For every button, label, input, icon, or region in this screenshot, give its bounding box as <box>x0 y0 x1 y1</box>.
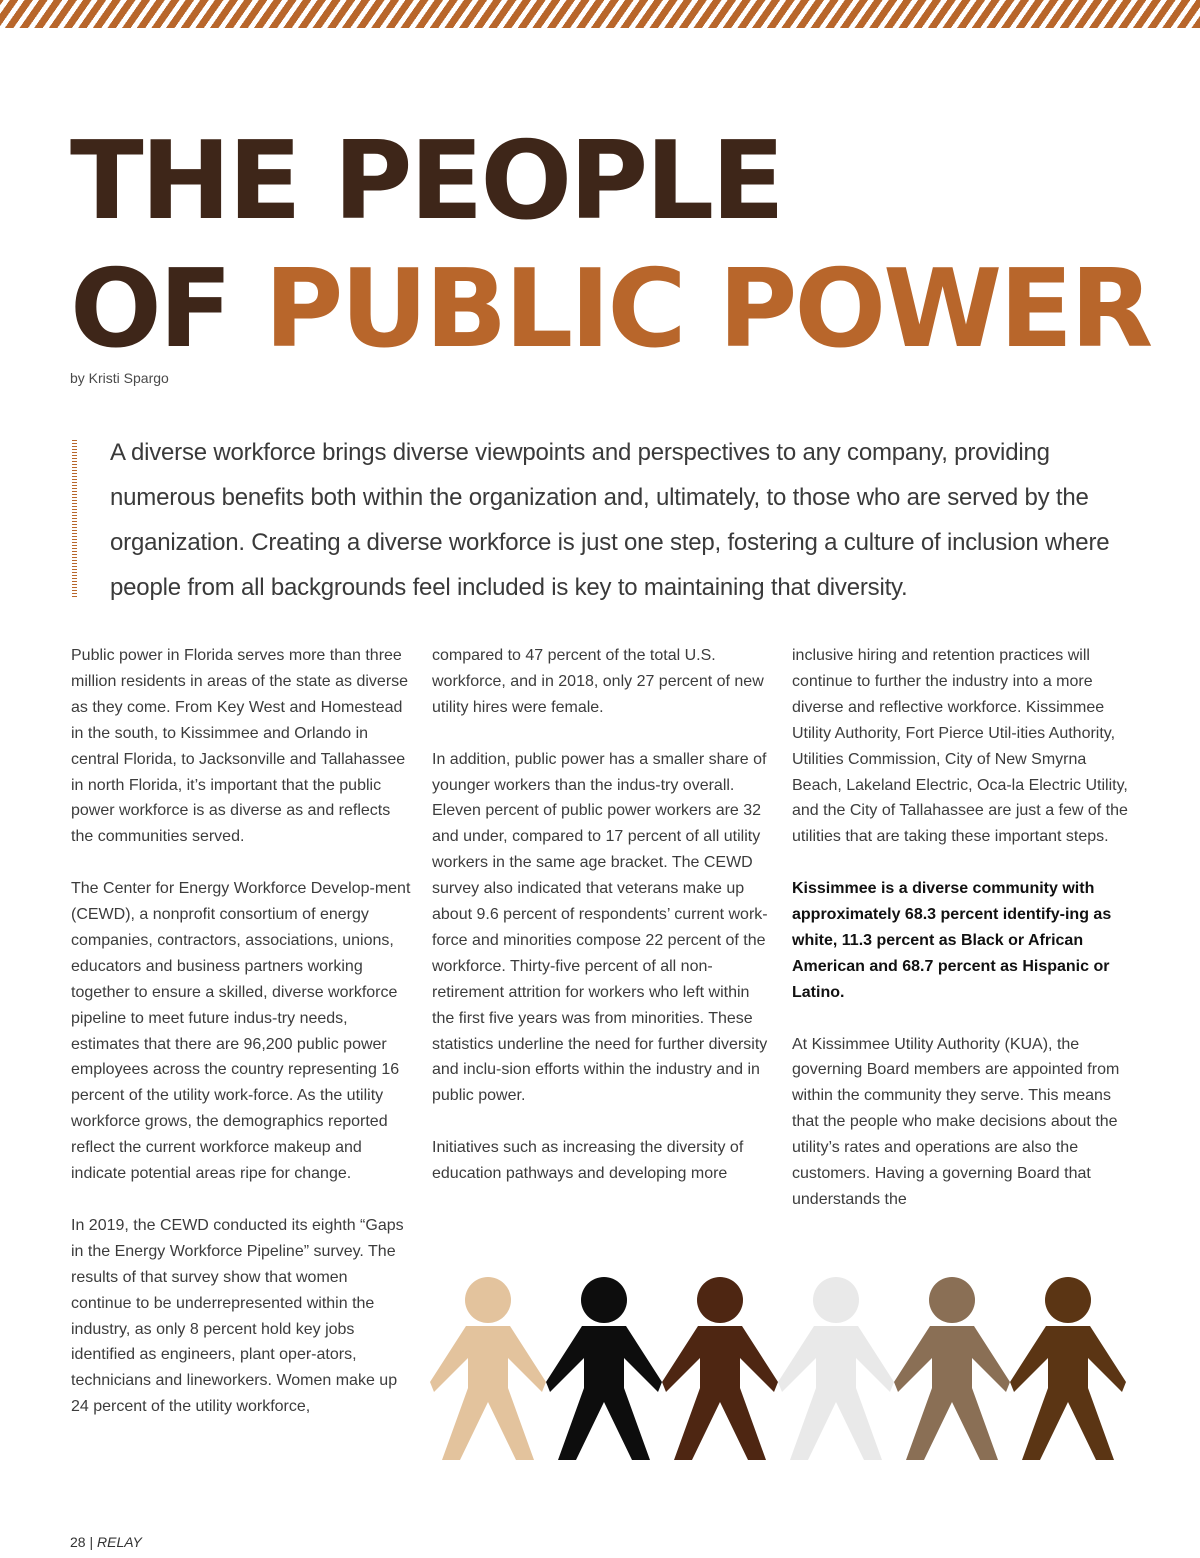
article-column-2 <box>432 643 772 1213</box>
paper-chain-people-illustration <box>430 1270 1130 1470</box>
page-number: 28 <box>70 1534 86 1550</box>
callout-paragraph: Kissimmee is a diverse community with approximately 68.3 percent identify-ing as white, 11.3 percent as Black or African American and 68.7 percent as Hispanic or Latino. <box>792 880 1112 1001</box>
paragraph: In 2019, the CEWD conducted its eighth “Gaps in the Energy Workforce Pipeline” survey. The results of that survey show that women continue to be underrepresented within the industry, as only 8 percent hold key jobs identified as engineers, plant oper-ators, technicians and lineworkers. Women make up 24 percent of the utility workforce, <box>71 1216 404 1416</box>
person-figure-icon <box>546 1277 662 1460</box>
title-line-2-accent: PUBLIC POWER <box>264 247 1151 372</box>
article-column-3 <box>792 643 1132 1239</box>
paragraph: compared to 47 percent of the total U.S. workforce, and in 2018, only 27 percent of new utility hires were female. <box>432 647 764 716</box>
paragraph: inclusive hiring and retention practices will continue to further the industry into a more diverse and reflective workforce. Kissimmee Utility Authority, Fort Pierce Util-ities Authority, Utilities Commission, City of New Smyrna Beach, Lakeland Electric, Oca-la Electric Utility, and the City of Tallahassee are just a few of the utilities that are taking these important steps. <box>792 647 1128 846</box>
paragraph: Public power in Florida serves more than three million residents in areas of the state as diverse as they come. From Key West and Homestead in the south, to Kissimmee and Orlando in central Florida, to Jacksonville and Tallahassee in north Florida, it’s important that the public power workforce is as diverse as and reflects the communities served. <box>71 647 409 846</box>
paragraph: In addition, public power has a smaller share of younger workers than the indus-try overall. Eleven percent of public power workers are 32 and under, compared to 17 percent of all utility workers in the same age bracket. The CEWD survey also indicated that veterans make up about 9.6 percent of respondents’ current work-force and minorities compose 22 percent of the workforce. Thirty-five percent of all non-retirement attrition for workers who left within the first five years was from minorities. These statistics underline the need for further diversity and inclu-sion efforts within the industry and in public power. <box>432 750 768 1105</box>
paragraph: The Center for Energy Workforce Develop-ment (CEWD), a nonprofit consortium of energy companies, contractors, associations, unions, educators and business partners working together to ensure a skilled, diverse workforce pipeline to meet future indus-try needs, estimates that there are 96,200 public power employees across the country representing 16 percent of the utility work-force. As the utility workforce grows, the demographics reported reflect the current workforce makeup and indicate potential areas ripe for change. <box>71 880 411 1183</box>
pullquote: A diverse workforce brings diverse viewpoints and perspectives to any company, providing numerous benefits both within the organization and, ultimately, to those who are served by the organization. Creating a diverse workforce is just one step, fostering a culture of inclusion where people from all backgrounds feel included is key to maintaining that diversity. <box>110 439 1110 601</box>
person-figure-icon <box>894 1277 1010 1460</box>
byline: by Kristi Spargo <box>70 370 169 386</box>
person-figure-icon <box>778 1277 894 1460</box>
person-figure-icon <box>1010 1277 1126 1460</box>
page-footer <box>70 1534 142 1550</box>
paragraph: At Kissimmee Utility Authority (KUA), the governing Board members are appointed from within the community they serve. This means that the people who make decisions about the utility’s rates and operations are also the customers. Having a governing Board that understands the <box>792 1035 1120 1208</box>
title-line-2-prefix: OF <box>70 247 265 372</box>
person-figure-icon <box>662 1277 778 1460</box>
title-line-1: THE PEOPLE <box>70 119 782 244</box>
publication-name: RELAY <box>97 1534 142 1550</box>
page-title <box>70 118 1150 374</box>
decorative-stripe-border <box>0 0 1200 28</box>
paragraph: Initiatives such as increasing the diversity of education pathways and developing more <box>432 1139 744 1183</box>
pullquote-rule <box>72 440 77 598</box>
footer-separator: | <box>89 1534 94 1550</box>
person-figure-icon <box>430 1277 546 1460</box>
article-column-1 <box>71 643 411 1446</box>
